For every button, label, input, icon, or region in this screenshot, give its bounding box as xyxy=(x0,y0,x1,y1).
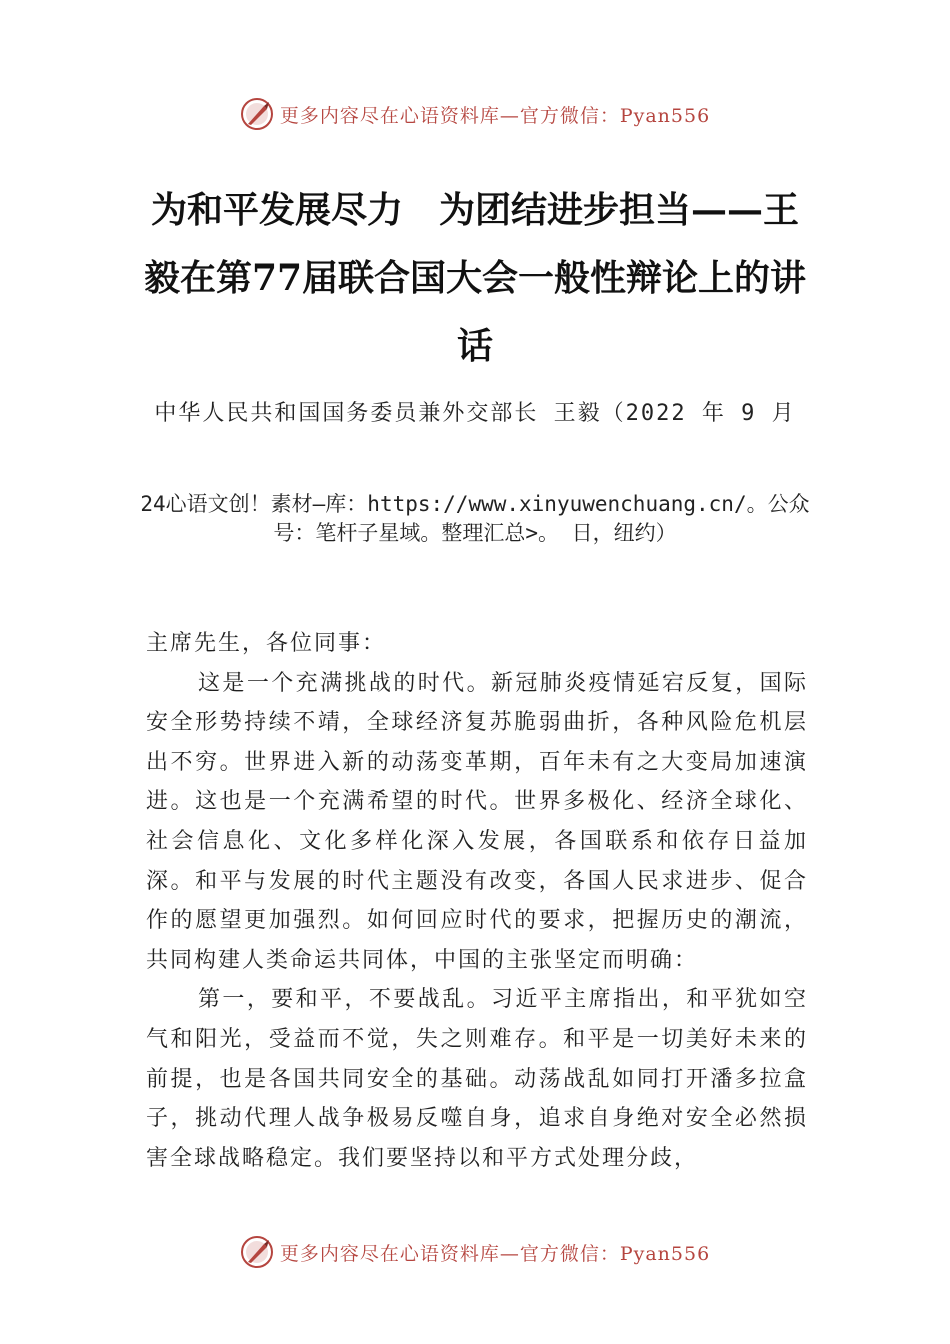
footer-banner xyxy=(0,1232,950,1272)
quill-pen-logo-icon xyxy=(240,97,274,131)
paragraph-1: 这是一个充满挑战的时代。新冠肺炎疫情延宕反复，国际安全形势持续不靖，全球经济复苏脆弱曲折，各种风险危机层出不穷。世界进入新的动荡变革期，百年未有之大变局加速演进。这也是一个充满希望的时代。世界多极化、经济全球化、社会信息化、文化多样化深入发展，各国联系和依存日益加深。和平与发展的时代主题没有改变，各国人民求进步、促合作的愿望更加强烈。如何回应时代的要求，把握历史的潮流，共同构建人类命运共同体，中国的主张坚定而明确： xyxy=(146,670,808,973)
document-title: 为和平发展尽力 为团结进步担当——王毅在第77届联合国大会一般性辩论上的讲话 xyxy=(143,189,807,367)
author-line: 中华人民共和国国务委员兼外交部长 王毅（2022 年 9 月 xyxy=(154,401,796,426)
footer-banner-text: 更多内容尽在心语资料库—官方微信：Pyan556 xyxy=(279,1242,711,1265)
source-line: 24心语文创！素材—库：https://www.xinyuwenchuang.cn/。公众号：笔杆子星域。整理汇总>。 日，纽约） xyxy=(140,492,810,545)
paragraph-2: 第一，要和平，不要战乱。习近平主席指出，和平犹如空气和阳光，受益而不觉，失之则难存。和平是一切美好未来的前提，也是各国共同安全的基础。动荡战乱如同打开潘多拉盒子，挑动代理人战争极易反噬自身，追求自身绝对安全必然损害全球战略稳定。我们要坚持以和平方式处理分歧， xyxy=(146,987,808,1171)
salutation: 主席先生，各位同事： xyxy=(146,631,387,656)
quill-pen-logo-icon xyxy=(240,1235,274,1269)
header-banner-text: 更多内容尽在心语资料库—官方微信：Pyan556 xyxy=(279,104,711,127)
document-body xyxy=(146,624,808,1178)
header-banner xyxy=(0,94,950,134)
